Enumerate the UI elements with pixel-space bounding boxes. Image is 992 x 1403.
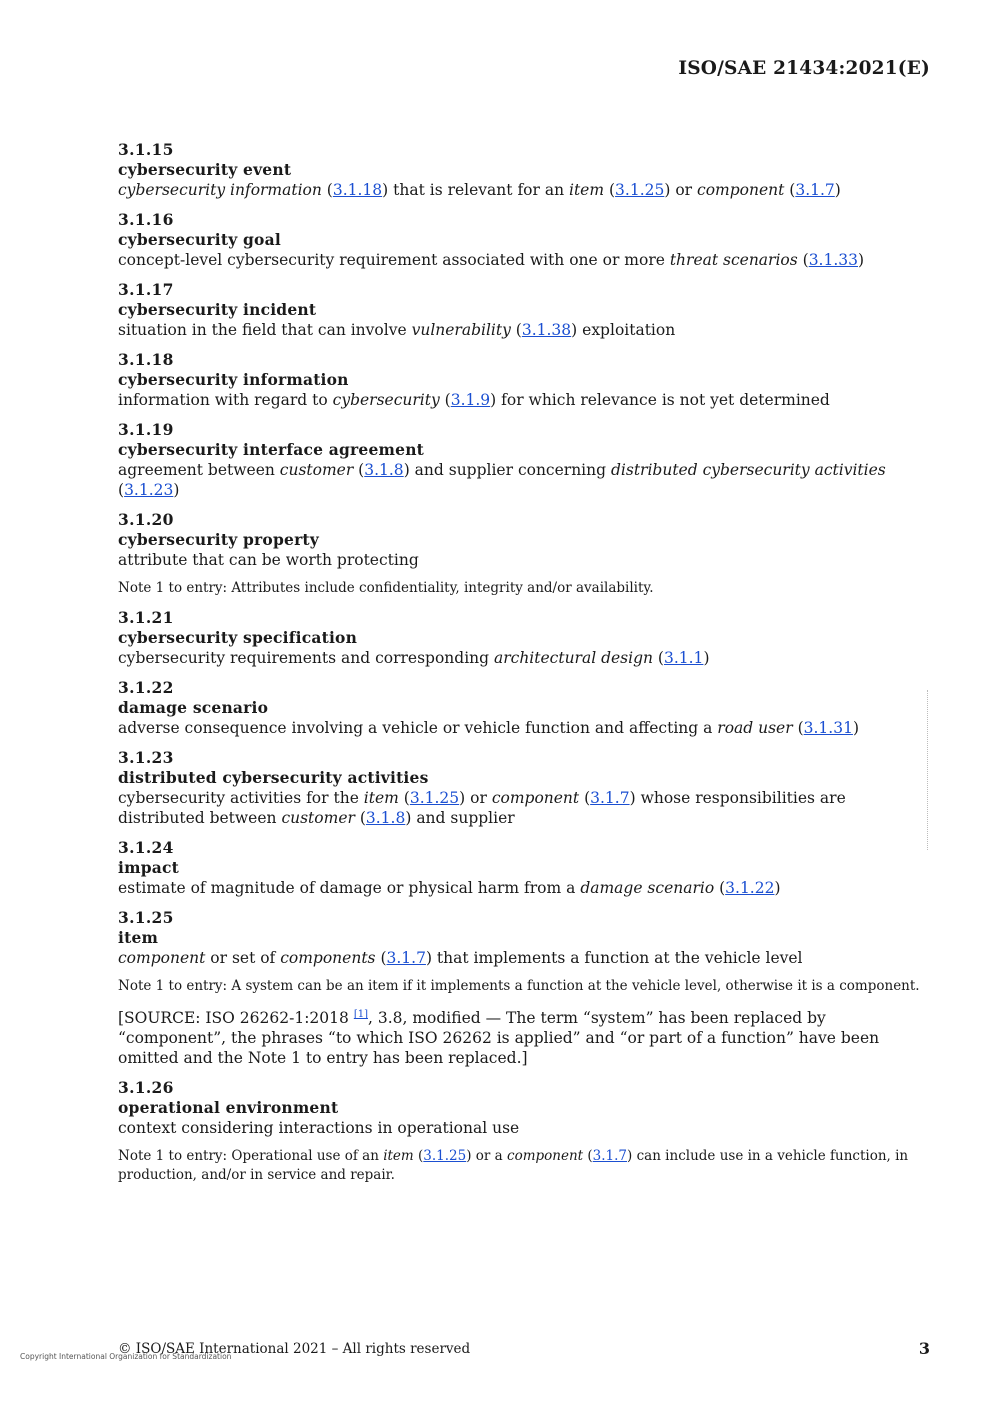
- text-run: concept-level cybersecurity requirement associated with one or more: [118, 251, 670, 269]
- term-entry: [118, 678, 930, 738]
- term-entry: [118, 510, 930, 598]
- cross-reference-link[interactable]: 3.1.33: [808, 251, 858, 269]
- term-entry: [118, 838, 930, 898]
- text-run: (: [792, 719, 804, 737]
- defined-term-italic: cybersecurity: [332, 391, 440, 409]
- cross-reference-link[interactable]: 3.1.7: [590, 789, 630, 807]
- defined-term-italic: customer: [279, 461, 354, 479]
- cross-reference-link[interactable]: 3.1.25: [423, 1148, 467, 1165]
- text-run: [SOURCE: ISO 26262-1:2018: [118, 1009, 354, 1028]
- cross-reference-link[interactable]: 3.1.9: [450, 391, 491, 409]
- cross-reference-link[interactable]: 3.1.23: [124, 481, 174, 499]
- document-id-header: ISO/SAE 21434:2021(E): [678, 58, 930, 79]
- entry-number: 3.1.22: [118, 678, 174, 697]
- entry-definition: [118, 648, 930, 668]
- entry-number: 3.1.24: [118, 838, 174, 857]
- cross-reference-link[interactable]: 3.1.8: [365, 809, 406, 827]
- entry-term: damage scenario: [118, 698, 269, 717]
- text-run: context considering interactions in operational use: [118, 1119, 520, 1138]
- entry-term: cybersecurity information: [118, 370, 349, 389]
- text-run: , 3.8, modified — The term “system” has been replaced by “component”, the phrases “to which ISO 26262 is applied” and “or part of a function” have been omitted and the Note 1 to entry has been replaced.]: [118, 1009, 880, 1068]
- entry-definition: [118, 878, 930, 898]
- entry-term: cybersecurity event: [118, 160, 292, 179]
- defined-term-italic: component: [491, 789, 580, 807]
- text-run: ) whose responsibilities are distributed between: [118, 789, 846, 827]
- text-run: Note 1 to entry: Attributes include confidentiality, integrity and/or availability.: [118, 580, 654, 596]
- term-entry: [118, 210, 930, 270]
- text-run: (: [398, 789, 410, 807]
- text-run: ): [703, 649, 710, 667]
- cross-reference-link[interactable]: 3.1.38: [521, 321, 572, 339]
- text-run: attribute that can be worth protecting: [118, 551, 419, 569]
- text-run: cybersecurity activities for the: [118, 789, 364, 807]
- text-run: estimate of magnitude of damage or physical harm from a: [118, 879, 581, 897]
- term-entry: [118, 608, 930, 668]
- entry-term: operational environment: [118, 1098, 339, 1118]
- entry-definition: [118, 460, 930, 500]
- defined-term-italic: item: [363, 789, 399, 807]
- entry-definition: [118, 1118, 930, 1138]
- text-run: ) that is relevant for an: [382, 181, 569, 199]
- text-run: (: [413, 1148, 424, 1165]
- text-run: (: [118, 481, 125, 499]
- term-entry: [118, 1078, 930, 1185]
- entry-source: [118, 1005, 930, 1068]
- cross-reference-link[interactable]: 3.1.31: [803, 719, 853, 737]
- term-entry: [118, 908, 930, 1068]
- text-run: situation in the field that can involve: [118, 321, 412, 339]
- text-run: adverse consequence involving a vehicle or vehicle function and affecting a: [118, 719, 718, 737]
- cross-reference-link[interactable]: 3.1.25: [615, 181, 665, 199]
- entry-definition: [118, 390, 930, 410]
- cross-reference-link[interactable]: 3.1.8: [364, 461, 404, 479]
- entry-number: 3.1.23: [118, 748, 174, 767]
- text-run: agreement between: [118, 461, 280, 479]
- text-run: ) and supplier concerning: [403, 461, 611, 479]
- cross-reference-link[interactable]: [1]: [353, 1009, 368, 1020]
- text-run: ) or: [664, 181, 698, 199]
- text-run: cybersecurity requirements and corresponding: [118, 649, 494, 667]
- text-run: (: [653, 649, 664, 667]
- text-run: (: [321, 181, 333, 199]
- text-run: (: [579, 789, 591, 807]
- entry-definition: [118, 788, 930, 828]
- page-number: 3: [918, 1339, 930, 1358]
- text-run: Note 1 to entry: Operational use of an: [118, 1148, 384, 1165]
- text-run: ) and supplier: [405, 809, 515, 827]
- entry-term: cybersecurity interface agreement: [118, 440, 425, 459]
- defined-term-italic: item: [383, 1148, 414, 1165]
- term-entry: [118, 140, 930, 200]
- entry-note: [118, 977, 930, 996]
- text-run: ): [852, 719, 859, 737]
- entry-term: cybersecurity property: [118, 530, 319, 549]
- cross-reference-link[interactable]: 3.1.1: [663, 649, 704, 667]
- entry-number: 3.1.20: [118, 510, 174, 529]
- entry-number: 3.1.25: [118, 908, 174, 927]
- entry-number: 3.1.15: [118, 140, 174, 159]
- text-run: (: [604, 181, 616, 199]
- defined-term-italic: distributed cybersecurity activities: [610, 461, 886, 479]
- text-run: ) or a: [466, 1148, 508, 1165]
- text-run: ) for which relevance is not yet determined: [490, 391, 830, 409]
- text-run: (: [583, 1148, 593, 1165]
- defined-term-italic: architectural design: [493, 649, 653, 667]
- text-run: (: [797, 251, 809, 269]
- entry-definition: [118, 948, 930, 968]
- entry-number: 3.1.26: [118, 1078, 174, 1098]
- entry-note: [118, 579, 930, 598]
- defined-term-italic: cybersecurity information: [118, 181, 322, 199]
- defined-term-italic: component: [507, 1148, 584, 1165]
- defined-term-italic: vulnerability: [411, 321, 511, 339]
- text-run: ): [858, 251, 865, 269]
- footer-copyright: © ISO/SAE International 2021 – All rights reserved: [118, 1341, 471, 1357]
- entry-definition: [118, 250, 930, 270]
- text-run: ) or: [459, 789, 492, 807]
- term-entry: [118, 350, 930, 410]
- cross-reference-link[interactable]: 3.1.7: [592, 1148, 628, 1165]
- entry-number: 3.1.21: [118, 608, 174, 627]
- defined-term-italic: component: [118, 949, 206, 967]
- defined-term-italic: road user: [717, 719, 793, 737]
- cross-reference-link[interactable]: 3.1.7: [386, 949, 426, 967]
- watermark-text: Copyright International Organization for Standardization: [20, 1352, 232, 1361]
- cross-reference-link[interactable]: 3.1.18: [332, 181, 383, 199]
- text-run: ) can include use in a vehicle function, in production, and/or in service and repair.: [118, 1148, 909, 1184]
- entry-note: [118, 1147, 930, 1185]
- text-run: ) that implements a function at the vehicle level: [425, 949, 803, 967]
- term-entry: [118, 280, 930, 340]
- entry-definition: [118, 180, 930, 200]
- text-run: ): [774, 879, 781, 897]
- text-run: (: [439, 391, 451, 409]
- cross-reference-link[interactable]: 3.1.25: [409, 789, 460, 807]
- entry-term: impact: [118, 858, 179, 877]
- text-run: (: [784, 181, 796, 199]
- text-run: ) exploitation: [571, 321, 676, 339]
- text-run: (: [375, 949, 387, 967]
- entry-number: 3.1.19: [118, 420, 174, 439]
- text-run: (: [510, 321, 522, 339]
- entry-term: distributed cybersecurity activities: [118, 768, 429, 787]
- terms-definitions-list: [118, 140, 930, 1195]
- defined-term-italic: customer: [281, 809, 355, 827]
- defined-term-italic: components: [280, 949, 376, 967]
- text-run: (: [353, 461, 365, 479]
- entry-definition: [118, 550, 930, 570]
- entry-definition: [118, 718, 930, 738]
- text-run: Note 1 to entry: A system can be an item if it implements a function at the vehicle level, otherwise it is a component.: [118, 978, 920, 994]
- defined-term-italic: damage scenario: [580, 879, 715, 897]
- entry-definition: [118, 320, 930, 340]
- defined-term-italic: item: [569, 181, 605, 199]
- entry-number: 3.1.16: [118, 210, 174, 229]
- text-run: information with regard to: [118, 391, 333, 409]
- text-run: or set of: [205, 949, 281, 967]
- entry-term: item: [118, 928, 159, 947]
- entry-number: 3.1.17: [118, 280, 174, 299]
- term-entry: [118, 748, 930, 828]
- term-entry: [118, 420, 930, 500]
- entry-number: 3.1.18: [118, 350, 174, 369]
- text-run: ): [834, 181, 841, 199]
- text-run: (: [354, 809, 366, 827]
- defined-term-italic: threat scenarios: [669, 251, 798, 269]
- defined-term-italic: component: [697, 181, 785, 199]
- cross-reference-link[interactable]: 3.1.7: [795, 181, 835, 199]
- text-run: (: [714, 879, 726, 897]
- entry-term: cybersecurity incident: [118, 300, 317, 319]
- cross-reference-link[interactable]: 3.1.22: [725, 879, 775, 897]
- text-run: ): [173, 481, 180, 499]
- entry-term: cybersecurity specification: [118, 628, 358, 647]
- entry-term: cybersecurity goal: [118, 230, 281, 249]
